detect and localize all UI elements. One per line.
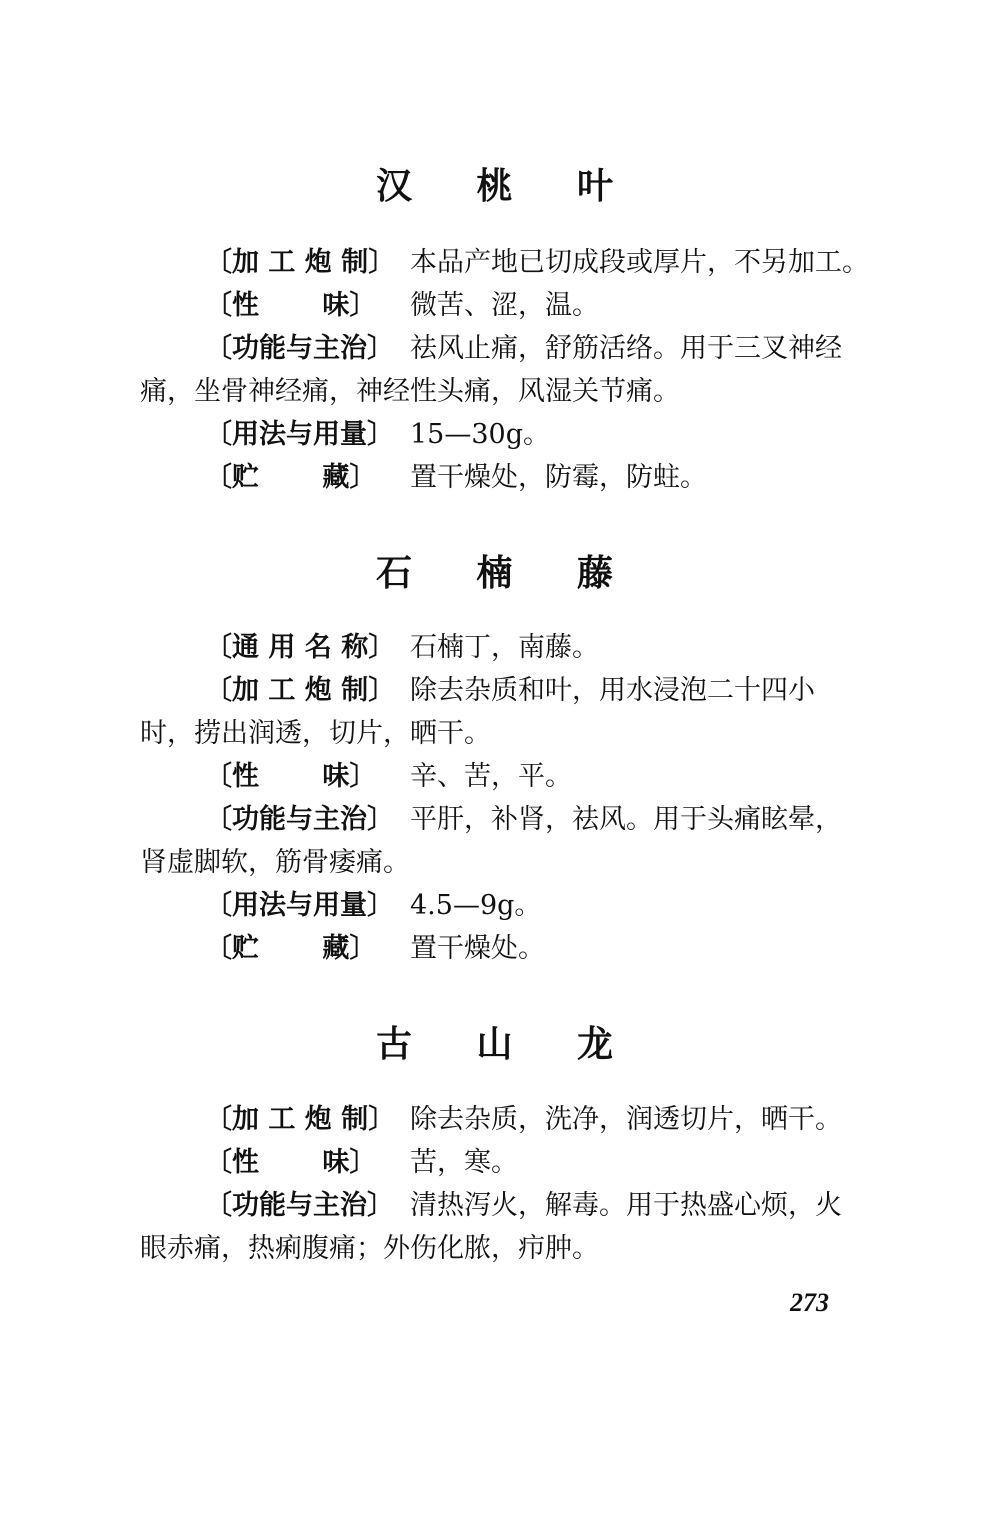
section-title-hantaoye: 汉 桃 叶 <box>375 166 640 207</box>
entry-dosage <box>205 890 905 922</box>
entry-text: 微苦、涩，温。 <box>410 290 599 321</box>
entry-label: 〔贮 藏〕 <box>205 462 377 493</box>
entry-text: 石楠丁，南藤。 <box>410 632 599 663</box>
entry-function <box>205 1190 905 1222</box>
entry-processing <box>205 247 905 279</box>
entry-label: 〔通 用 名 称〕 <box>205 632 396 663</box>
entry-text: 除去杂质和叶，用水浸泡二十四小 <box>410 675 815 706</box>
section-title-gushanlong: 古 山 龙 <box>375 1024 640 1065</box>
section-title-shinanteng: 石 楠 藤 <box>375 553 640 594</box>
entry-text: 祛风止痛，舒筋活络。用于三叉神经 <box>410 333 842 364</box>
entry-text: 4.5—9g。 <box>410 890 542 921</box>
entry-label: 〔加 工 炮 制〕 <box>205 247 396 278</box>
entry-function <box>205 333 905 365</box>
entry-continuation: 眼赤痛，热痢腹痛；外伤化脓，疖肿。 <box>140 1233 599 1264</box>
entry-label: 〔功能与主治〕 <box>205 333 394 364</box>
entry-label: 〔加 工 炮 制〕 <box>205 1104 396 1135</box>
entry-common-name <box>205 632 905 664</box>
entry-dosage <box>205 419 905 451</box>
entry-taste <box>205 761 905 793</box>
entry-processing <box>205 1104 905 1136</box>
entry-label: 〔用法与用量〕 <box>205 890 394 921</box>
entry-label: 〔性 味〕 <box>205 761 377 792</box>
entry-storage <box>205 933 905 965</box>
entry-text: 置干燥处，防霉，防蛀。 <box>410 462 707 493</box>
entry-text: 苦，寒。 <box>410 1147 518 1178</box>
page-number: 273 <box>790 1288 829 1317</box>
entry-continuation: 肾虚脚软，筋骨痿痛。 <box>140 847 410 878</box>
entry-text: 除去杂质，洗净，润透切片，晒干。 <box>410 1104 842 1135</box>
entry-label: 〔性 味〕 <box>205 1147 377 1178</box>
entry-text: 清热泻火，解毒。用于热盛心烦，火 <box>410 1190 842 1221</box>
entry-storage <box>205 462 905 494</box>
entry-text: 置干燥处。 <box>410 933 545 964</box>
entry-continuation: 痛，坐骨神经痛，神经性头痛，风湿关节痛。 <box>140 376 680 407</box>
entry-taste <box>205 1147 905 1179</box>
entry-label: 〔用法与用量〕 <box>205 419 394 450</box>
entry-label: 〔加 工 炮 制〕 <box>205 675 396 706</box>
entry-taste <box>205 290 905 322</box>
entry-function <box>205 804 905 836</box>
entry-text: 本品产地已切成段或厚片，不另加工。 <box>410 247 869 278</box>
entry-text: 平肝，补肾，祛风。用于头痛眩晕， <box>410 804 842 835</box>
entry-label: 〔性 味〕 <box>205 290 377 321</box>
entry-label: 〔贮 藏〕 <box>205 933 377 964</box>
entry-label: 〔功能与主治〕 <box>205 804 394 835</box>
entry-continuation: 时，捞出润透，切片，晒干。 <box>140 718 491 749</box>
entry-text: 15—30g。 <box>410 419 550 450</box>
entry-label: 〔功能与主治〕 <box>205 1190 394 1221</box>
entry-text: 辛、苦，平。 <box>410 761 572 792</box>
entry-processing <box>205 675 905 707</box>
